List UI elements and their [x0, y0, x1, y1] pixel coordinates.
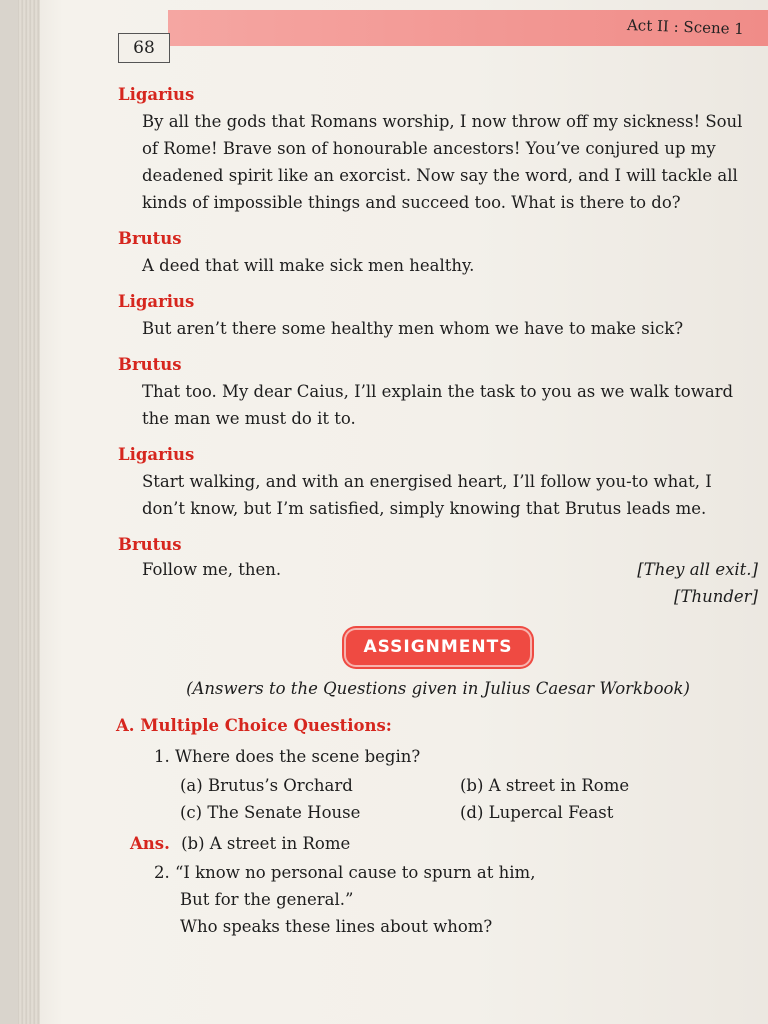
- question-1-options: [180, 772, 758, 826]
- answer-label: Ans.: [130, 834, 170, 853]
- final-speech-row: [142, 556, 758, 583]
- speaker-name: Brutus: [118, 229, 182, 248]
- answer-row: [130, 830, 758, 857]
- option-a: (a) Brutus’s Orchard: [180, 776, 353, 795]
- page-edge: [18, 0, 40, 1024]
- speech-text: That too. My dear Caius, I’ll explain the task to you as we walk toward the man we must do it to.: [142, 382, 734, 428]
- page-number: 68: [118, 33, 170, 63]
- running-head: Act II : Scene 1: [626, 15, 745, 39]
- speech-text: Follow me, then.: [142, 560, 282, 579]
- speech-text: But aren’t there some healthy men whom we have to make sick?: [142, 319, 684, 338]
- stage-direction: [They all exit.]: [637, 560, 758, 579]
- speaker-name: Ligarius: [118, 292, 195, 311]
- question-2-line-2: But for the general.”: [180, 890, 354, 909]
- section-title: A. Multiple Choice Questions:: [116, 716, 392, 735]
- question-2-line-1: 2. “I know no personal cause to spurn at him,: [154, 863, 536, 882]
- speaker-name: Brutus: [118, 535, 182, 554]
- answer-text: (b) A street in Rome: [181, 834, 351, 853]
- assignments-banner: ASSIGNMENTS: [344, 628, 533, 667]
- option-d: (d) Lupercal Feast: [460, 803, 614, 822]
- speech-text: A deed that will make sick men healthy.: [142, 256, 475, 275]
- book-page: [18, 0, 768, 1024]
- question-1: 1. Where does the scene begin?: [154, 747, 421, 766]
- speaker-name: Brutus: [118, 355, 182, 374]
- speech-text: By all the gods that Romans worship, I now throw off my sickness! Soul of Rome! Brave son of honourable ancestors! You’ve conjured up my deadened spirit like an exorcist. Now say the word, and I will tackle all kinds of impossible things and succeed too. What is there to do?: [142, 112, 743, 212]
- option-b: (b) A street in Rome: [460, 776, 630, 795]
- speaker-name: Ligarius: [118, 85, 195, 104]
- assignments-banner-wrap: [118, 628, 758, 667]
- stage-direction-thunder: [Thunder]: [674, 587, 758, 606]
- option-c: (c) The Senate House: [180, 803, 361, 822]
- question-2-line-3: Who speaks these lines about whom?: [180, 917, 493, 936]
- dialogue-block: [118, 84, 758, 610]
- speech-text: Start walking, and with an energised heart, I’ll follow you-to what, I don’t know, but I’m satisfied, simply knowing that Brutus leads me.: [142, 472, 712, 518]
- page-content: [118, 84, 758, 940]
- speaker-name: Ligarius: [118, 445, 195, 464]
- workbook-note: (Answers to the Questions given in Julius Caesar Workbook): [186, 679, 690, 698]
